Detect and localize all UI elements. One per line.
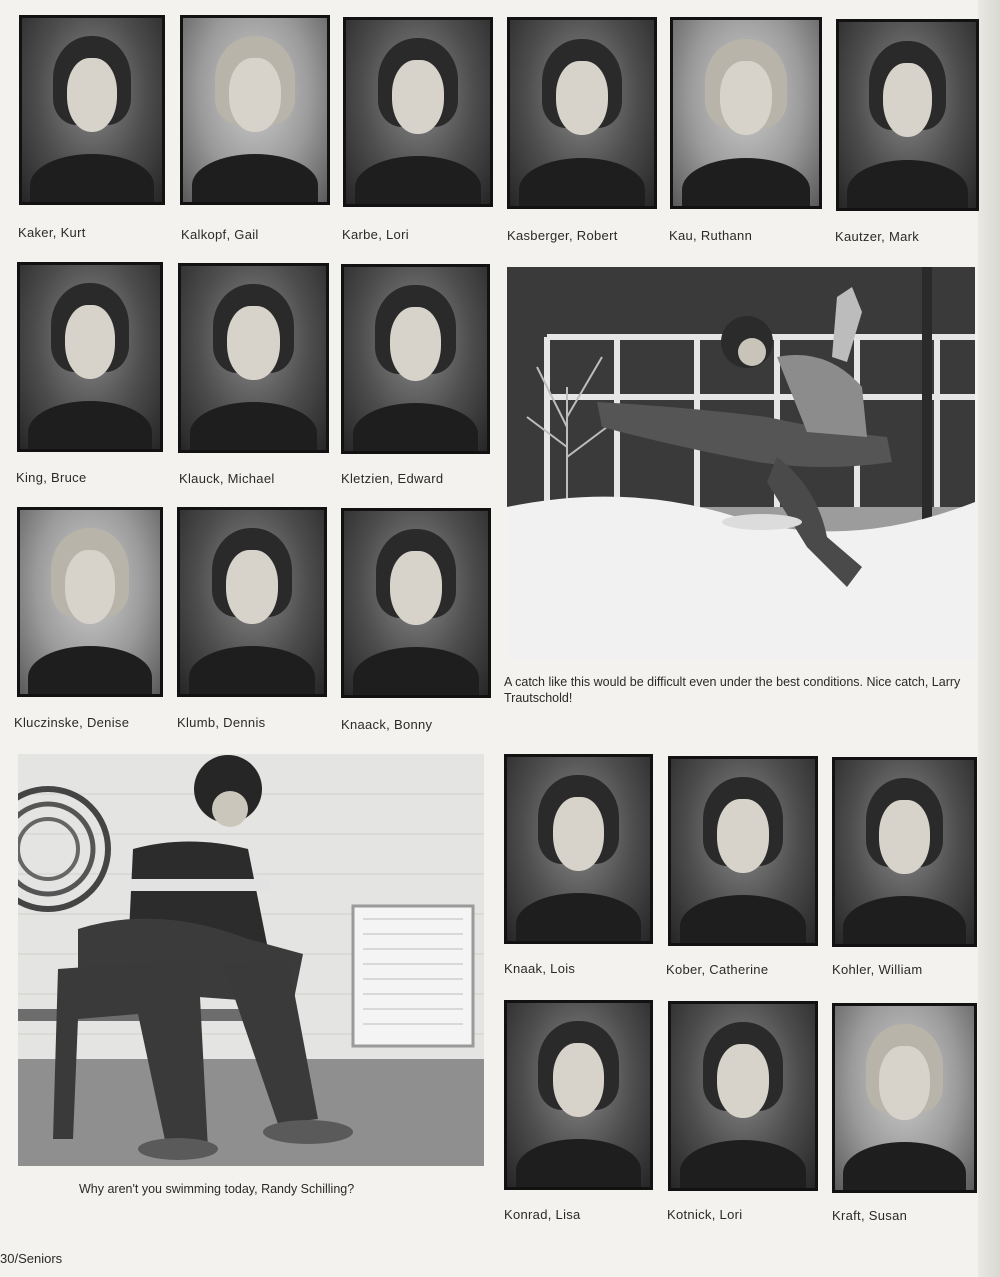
portrait-knaak-lois <box>504 754 653 944</box>
portrait-name: Kasberger, Robert <box>507 228 618 243</box>
portrait-name: King, Bruce <box>16 470 87 485</box>
portrait-name: Kohler, William <box>832 962 923 977</box>
portrait-name: Kluczinske, Denise <box>14 715 130 730</box>
portrait-klauck-michael <box>178 263 329 453</box>
portrait-name: Knaack, Bonny <box>341 717 433 732</box>
portrait-name: Kober, Catherine <box>666 962 769 977</box>
portrait-kalkopf-gail <box>180 15 330 205</box>
portrait-kau-ruthann <box>670 17 822 209</box>
portrait-name: Karbe, Lori <box>342 227 409 242</box>
portrait-kotnick-lori <box>668 1001 818 1191</box>
portrait-name: Klauck, Michael <box>179 471 275 486</box>
portrait-konrad-lisa <box>504 1000 653 1190</box>
portrait-klumb-dennis <box>177 507 327 697</box>
portrait-karbe-lori <box>343 17 493 207</box>
caption-pool-bench: Why aren't you swimming today, Randy Schilling? <box>79 1182 355 1196</box>
portrait-kletzien-edward <box>341 264 490 454</box>
portrait-knaack-bonny <box>341 508 491 698</box>
caption-snow-catch: A catch like this would be difficult even under the best conditions. Nice catch, Larry Trautschold! <box>504 675 961 705</box>
portrait-kraft-susan <box>832 1003 977 1193</box>
portrait-name: Kautzer, Mark <box>835 229 920 244</box>
portrait-kasberger-robert <box>507 17 657 209</box>
portrait-name: Kaker, Kurt <box>18 225 86 240</box>
portrait-name: Knaak, Lois <box>504 961 576 976</box>
portrait-name: Kalkopf, Gail <box>181 227 259 242</box>
portrait-king-bruce <box>17 262 163 452</box>
portrait-kaker-kurt <box>19 15 165 205</box>
portrait-name: Konrad, Lisa <box>504 1207 581 1222</box>
portrait-kober-catherine <box>668 756 818 946</box>
portrait-name: Klumb, Dennis <box>177 715 266 730</box>
candid-photo-snow-catch <box>507 267 975 660</box>
portrait-name: Kotnick, Lori <box>667 1207 743 1222</box>
candid-photo-pool-bench <box>18 754 484 1166</box>
snow-catch-illustration <box>507 267 975 660</box>
portrait-kohler-william <box>832 757 977 947</box>
page-folio: 30/Seniors <box>0 1251 63 1266</box>
page-edge <box>978 0 1000 1277</box>
portrait-name: Kau, Ruthann <box>669 228 753 243</box>
portrait-kluczinske-denise <box>17 507 163 697</box>
portrait-kautzer-mark <box>836 19 979 211</box>
portrait-name: Kraft, Susan <box>832 1208 908 1223</box>
portrait-name: Kletzien, Edward <box>341 471 444 486</box>
pool-bench-illustration <box>18 754 484 1166</box>
